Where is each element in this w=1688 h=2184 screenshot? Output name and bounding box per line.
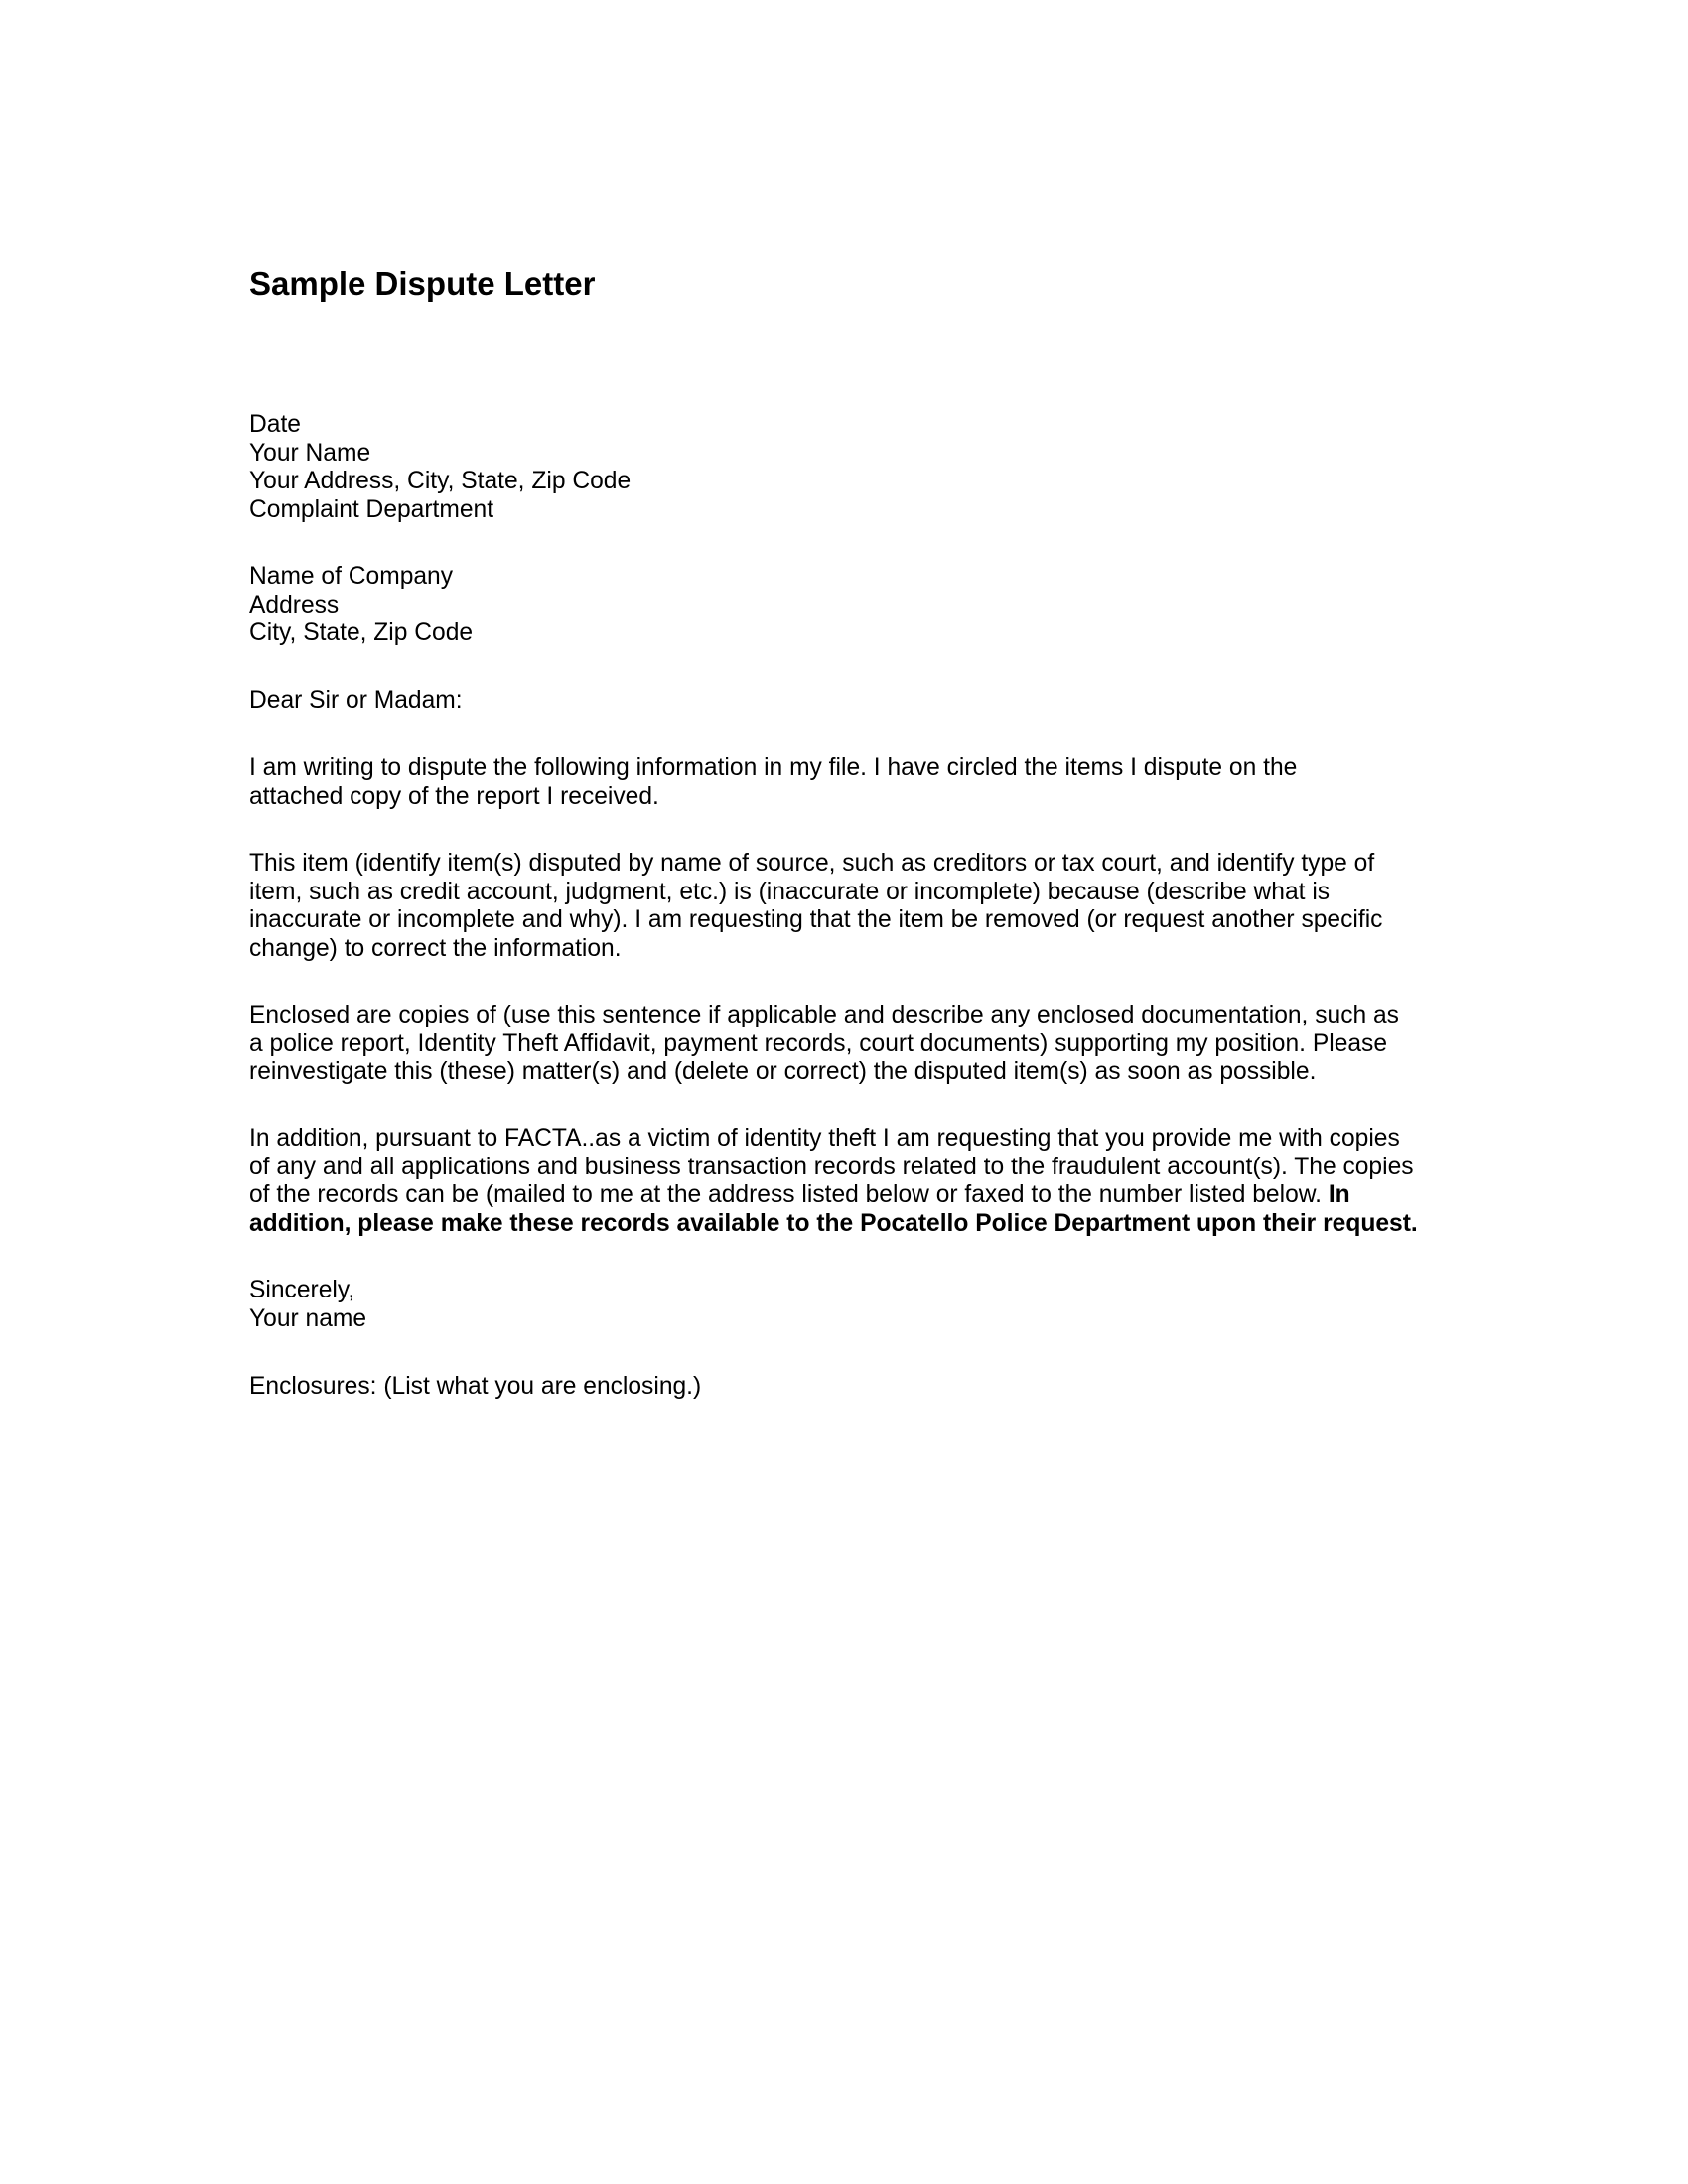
- enclosures: [249, 1373, 1441, 1402]
- recipient-block: [249, 563, 1441, 648]
- salutation: [249, 687, 1441, 716]
- sender-address: Your Address, City, State, Zip Code: [249, 468, 632, 495]
- recipient-city: City, State, Zip Code: [249, 619, 474, 647]
- paragraph-4-line: In addition, pursuant to FACTA..as a victim of identity theft I am requesting that you provide me with copies: [249, 1125, 1400, 1152]
- paragraph-2-line: change) to correct the information.: [249, 934, 622, 962]
- sender-block: [249, 411, 1441, 524]
- paragraph-4-line: [249, 1181, 1441, 1210]
- paragraph-4-line: of any and all applications and business transaction records related to the fraudulent account(s). The copies: [249, 1153, 1414, 1180]
- paragraph-1-line: attached copy of the report I received.: [249, 782, 659, 810]
- paragraph-1-line: I am writing to dispute the following information in my file. I have circled the items I dispute on the: [249, 754, 1298, 781]
- recipient-address: Address: [249, 591, 340, 618]
- paragraph-3-line: reinvestigate this (these) matter(s) and (delete or correct) the disputed item(s) as soon as possible.: [249, 1058, 1317, 1086]
- recipient-company: Name of Company: [249, 563, 454, 590]
- paragraph-2-line: inaccurate or incomplete and why). I am requesting that the item be removed (or request another specific: [249, 906, 1383, 934]
- paragraph-3-line: Enclosed are copies of (use this sentence if applicable and describe any enclosed documentation, such as: [249, 1002, 1399, 1028]
- salutation-text: Dear Sir or Madam:: [249, 687, 463, 714]
- paragraph-2: [249, 850, 1441, 963]
- paragraph-4-bold-text: In: [1328, 1181, 1350, 1209]
- paragraph-3: [249, 1002, 1441, 1087]
- sender-date: Date: [249, 411, 301, 438]
- paragraph-1: [249, 754, 1441, 811]
- paragraph-2-line: This item (identify item(s) disputed by name of source, such as creditors or tax court, and identify type of: [249, 850, 1375, 877]
- paragraph-2-line: item, such as credit account, judgment, etc.) is (inaccurate or incomplete) because (describe what is: [249, 878, 1331, 905]
- page-title: Sample Dispute Letter: [249, 265, 596, 302]
- sender-name: Your Name: [249, 439, 371, 467]
- closing-sincerely: Sincerely,: [249, 1277, 355, 1303]
- closing-name: Your name: [249, 1304, 367, 1332]
- paragraph-3-line: a police report, Identity Theft Affidavit, payment records, court documents) supporting my position. Please: [249, 1029, 1388, 1057]
- paragraph-4-bold-line: addition, please make these records available to the Pocatello Police Department upon their request.: [249, 1209, 1418, 1237]
- enclosures-text: Enclosures: (List what you are enclosing.): [249, 1373, 702, 1400]
- sender-department: Complaint Department: [249, 495, 494, 523]
- paragraph-4: [249, 1125, 1441, 1238]
- paragraph-4-normal-text: of the records can be (mailed to me at the address listed below or faxed to the number listed below.: [249, 1181, 1329, 1209]
- closing-block: [249, 1277, 1441, 1333]
